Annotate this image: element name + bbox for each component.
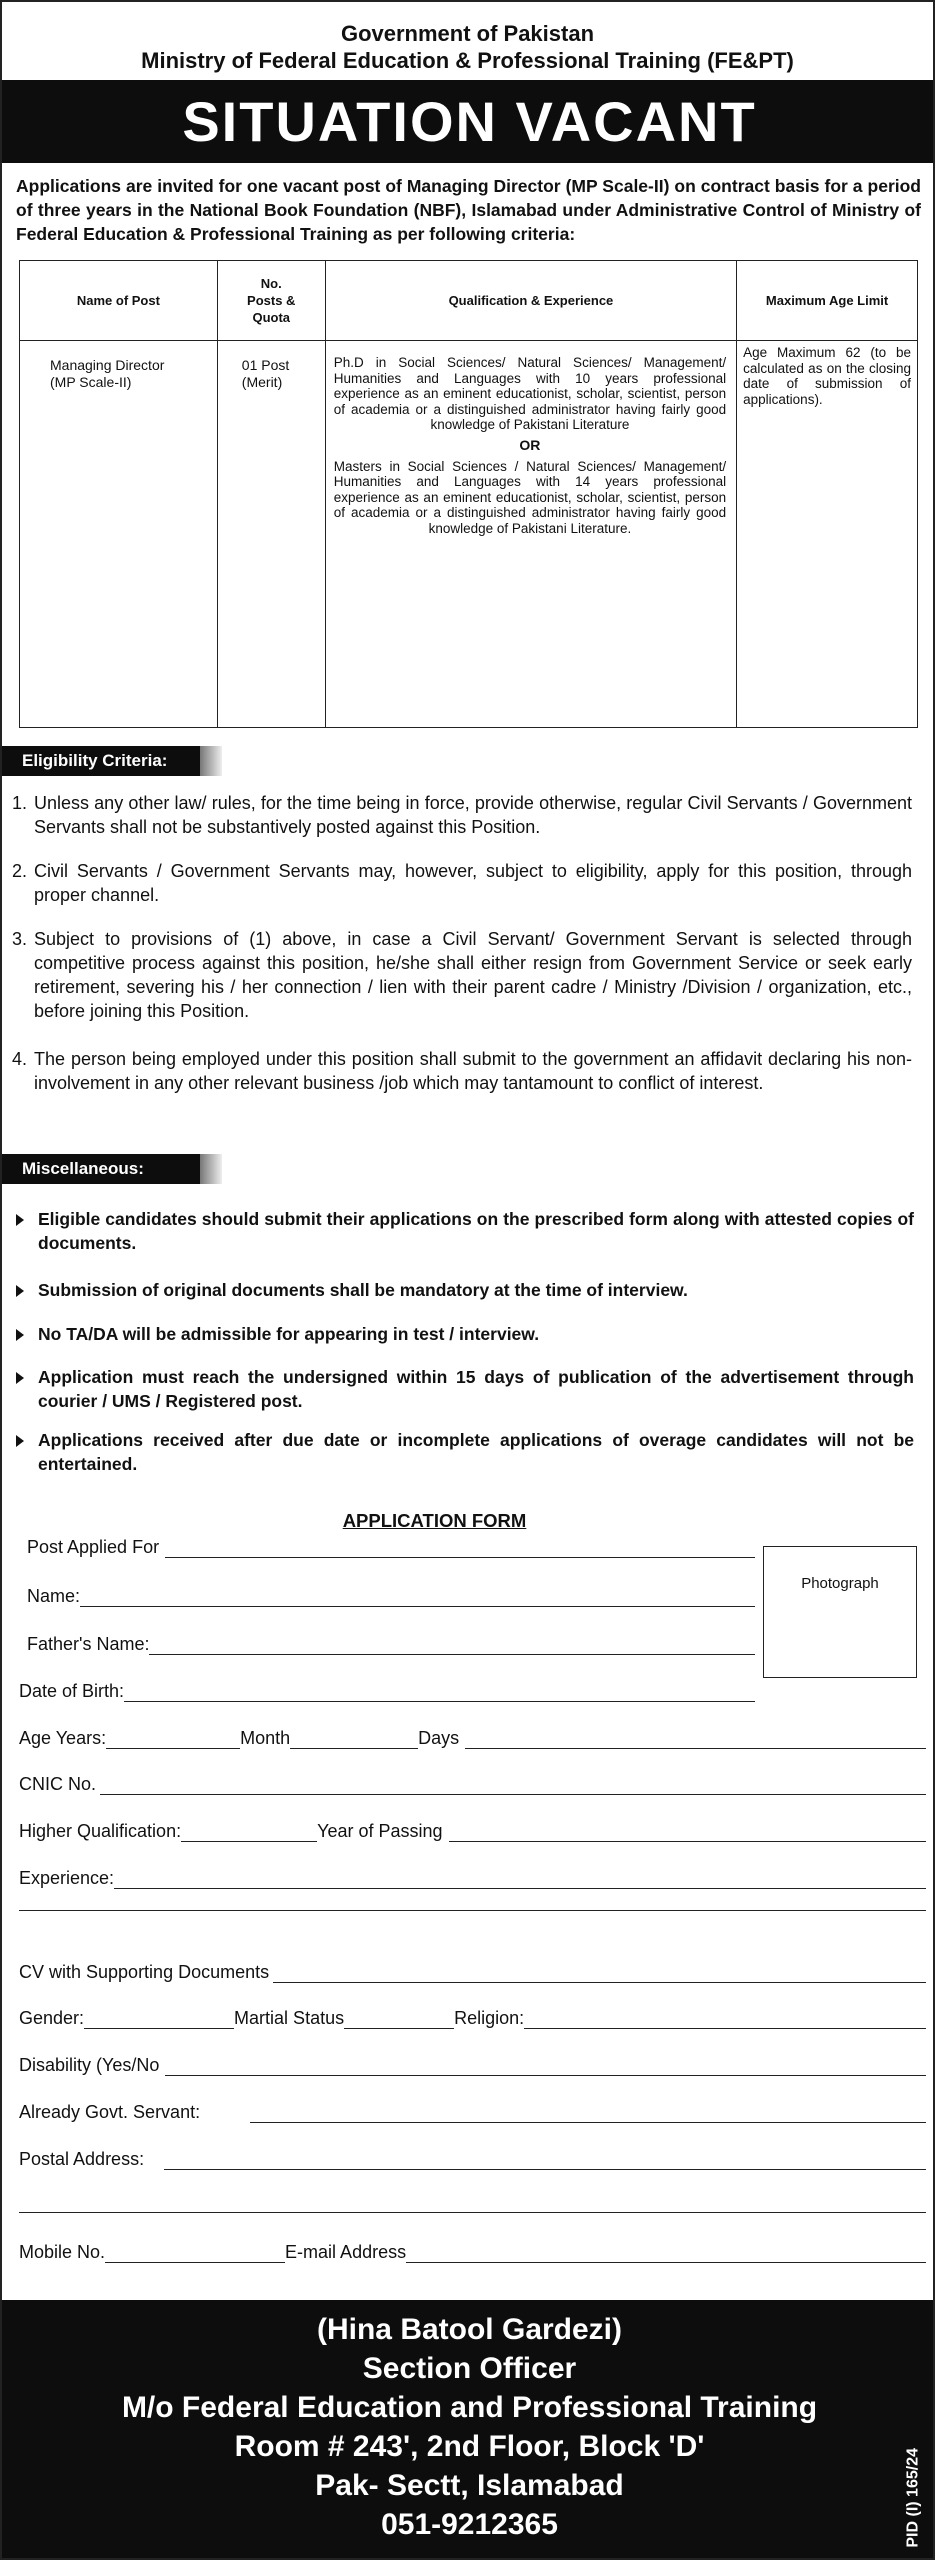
misc-title: Miscellaneous: xyxy=(22,1159,144,1178)
cv-line[interactable] xyxy=(273,1965,926,1983)
govt-servant-field[interactable] xyxy=(19,2099,926,2123)
govt-servant-line[interactable] xyxy=(250,2105,926,2123)
marital-status-line[interactable] xyxy=(344,2011,454,2029)
header-posts-quota xyxy=(217,261,325,341)
post-applied-line[interactable] xyxy=(165,1540,755,1558)
cv-field[interactable] xyxy=(19,1959,926,1983)
disability-line[interactable] xyxy=(165,2058,926,2076)
gender-row[interactable] xyxy=(19,2005,926,2029)
header-posts-line1: No. xyxy=(260,276,282,291)
religion-line[interactable] xyxy=(524,2011,926,2029)
item-number: 1. xyxy=(12,793,28,813)
qualification-or: OR xyxy=(519,436,541,453)
header xyxy=(2,2,933,74)
table-row xyxy=(20,341,918,728)
office-room: Room # 243', 2nd Floor, Block 'D' xyxy=(234,2430,705,2463)
postal-address-field[interactable] xyxy=(19,2146,926,2170)
gender-line[interactable] xyxy=(84,2011,234,2029)
father-name-field[interactable] xyxy=(27,1631,755,1655)
qualification-field[interactable] xyxy=(19,1818,926,1842)
item-text: Subject to provisions of (1) above, in case a Civil Servant/ Government Servant is selected through competitive process against this position, he/she shall either resign from Government Service or seek early retirement, severing his / her connection / lien with their parent cadre / Ministry /Division / organization, etc., before joining this Position. xyxy=(34,929,912,1021)
bullet-triangle-icon xyxy=(16,1214,24,1226)
bullet-triangle-icon xyxy=(16,1372,24,1384)
header-name-of-post: Name of Post xyxy=(20,261,218,341)
experience-label: Experience: xyxy=(19,1868,115,1888)
post-applied-field[interactable] xyxy=(27,1534,755,1558)
officer-designation: Section Officer xyxy=(362,2352,577,2385)
item-number: 4. xyxy=(12,1049,28,1069)
religion-label: Religion: xyxy=(454,2008,525,2028)
name-label: Name: xyxy=(27,1586,81,1606)
intro-paragraph: Applications are invited for one vacant post of Managing Director (MP Scale-II) on contract basis for a period of three years in the National Book Foundation (NBF), Islamabad under Administrative Control of Ministry of Federal Education & Professional Training as per following criteria: xyxy=(16,176,921,244)
month-line[interactable] xyxy=(290,1731,418,1749)
tag-gradient xyxy=(200,1154,222,1184)
quota-line2: (Merit) xyxy=(241,374,283,390)
contact-row[interactable] xyxy=(19,2239,926,2263)
age-years-line[interactable] xyxy=(106,1731,240,1749)
post-applied-label: Post Applied For xyxy=(27,1537,160,1557)
marital-status-label: Martial Status xyxy=(234,2008,345,2028)
cnic-label: CNIC No. xyxy=(19,1774,97,1794)
misc-item-1 xyxy=(16,1207,914,1255)
item-text: Applications received after due date or incomplete applications of overage candidates will not be entertained. xyxy=(38,1430,914,1474)
officer-name: (Hina Batool Gardezi) xyxy=(316,2313,623,2346)
name-line[interactable] xyxy=(80,1589,755,1607)
age-field[interactable] xyxy=(19,1725,926,1749)
qualification-phd: Ph.D in Social Sciences/ Natural Sciences/ Management/ Humanities and Languages with 10 years professional experience as an eminent educationist, scholar, scientist, person of academia or a distinguished administrator having fairly good knowledge of Pakistani Literature xyxy=(333,355,727,433)
eligibility-item-2 xyxy=(12,859,912,907)
eligibility-item-3 xyxy=(12,927,912,1023)
name-field[interactable] xyxy=(27,1583,755,1607)
days-label: Days xyxy=(418,1728,460,1748)
govt-servant-label: Already Govt. Servant: xyxy=(19,2102,201,2122)
misc-item-4 xyxy=(16,1365,914,1413)
email-label: E-mail Address xyxy=(285,2242,407,2262)
cell-age-limit: Age Maximum 62 (to be calculated as on the closing date of submission of applications). xyxy=(737,341,918,728)
item-number: 2. xyxy=(12,861,28,881)
dob-label: Date of Birth: xyxy=(19,1681,125,1701)
bullet-triangle-icon xyxy=(16,1435,24,1447)
office-phone: 051-9212365 xyxy=(381,2508,558,2541)
experience-extra-line[interactable] xyxy=(19,1910,926,1911)
misc-item-3 xyxy=(16,1322,914,1346)
photograph-label: Photograph xyxy=(801,1575,879,1592)
item-text: No TA/DA will be admissible for appearing in test / interview. xyxy=(38,1324,540,1344)
cell-qualification xyxy=(325,341,736,728)
post-criteria-table xyxy=(19,260,918,728)
office-ministry: M/o Federal Education and Professional Training xyxy=(121,2391,818,2424)
father-name-label: Father's Name: xyxy=(27,1634,150,1654)
post-name-line2: (MP Scale-II) xyxy=(50,374,132,390)
header-qualification: Qualification & Experience xyxy=(325,261,736,341)
item-number: 3. xyxy=(12,929,28,949)
qualification-masters: Masters in Social Sciences / Natural Sciences/ Management/ Humanities and Languages with 14 years professional experience as an eminent educationist, scholar, scientist, person of academia or a distinguished administrator having fairly good knowledge of Pakistani Literature. xyxy=(333,458,727,536)
item-text: Eligible candidates should submit their applications on the prescribed form along with attested copies of documents. xyxy=(38,1209,914,1253)
cell-post-quota xyxy=(217,341,325,728)
higher-qualification-label: Higher Qualification: xyxy=(19,1821,182,1841)
footer-contact-block xyxy=(2,2300,935,2560)
quota-line1: 01 Post xyxy=(241,357,290,373)
dob-field[interactable] xyxy=(19,1678,755,1702)
month-label: Month xyxy=(240,1728,291,1748)
days-line[interactable] xyxy=(465,1731,926,1749)
disability-label: Disability (Yes/No xyxy=(19,2055,160,2075)
situation-vacant-banner: SITUATION VACANT xyxy=(2,80,935,163)
header-age-limit: Maximum Age Limit xyxy=(737,261,918,341)
postal-address-label: Postal Address: xyxy=(19,2149,145,2169)
header-posts-line2: Posts & xyxy=(247,293,296,308)
postal-address-extra-line[interactable] xyxy=(19,2212,926,2213)
gender-label: Gender: xyxy=(19,2008,85,2028)
eligibility-item-1 xyxy=(12,791,912,839)
misc-item-5 xyxy=(16,1428,914,1476)
postal-address-line[interactable] xyxy=(164,2152,926,2170)
header-posts-line3: Quota xyxy=(252,310,291,325)
dob-line[interactable] xyxy=(124,1684,755,1702)
bullet-triangle-icon xyxy=(16,1329,24,1341)
pid-number: PID (I) 165/24 xyxy=(905,2448,922,2548)
photograph-box xyxy=(763,1546,917,1678)
eligibility-section-tag xyxy=(2,746,220,776)
higher-qualification-line[interactable] xyxy=(181,1824,317,1842)
table-header-row xyxy=(20,261,918,341)
office-location: Pak- Sectt, Islamabad xyxy=(315,2469,624,2502)
year-passing-label: Year of Passing xyxy=(317,1821,443,1841)
email-line[interactable] xyxy=(406,2245,926,2263)
eligibility-item-4 xyxy=(12,1047,912,1095)
item-text: Unless any other law/ rules, for the time being in force, provide otherwise, regular Civil Servants / Government Servants shall not be substantively posted against this Position. xyxy=(34,793,912,837)
cnic-line[interactable] xyxy=(100,1777,926,1795)
misc-item-2 xyxy=(16,1278,914,1302)
experience-line[interactable] xyxy=(114,1871,926,1889)
disability-field[interactable] xyxy=(19,2052,926,2076)
bullet-triangle-icon xyxy=(16,1285,24,1297)
post-name-line1: Managing Director xyxy=(50,357,165,373)
item-text: The person being employed under this position shall submit to the government an affidavit declaring his non-involvement in any other relevant business /job which may tantamount to conflict of interest. xyxy=(34,1049,912,1093)
eligibility-title: Eligibility Criteria: xyxy=(22,751,168,770)
year-passing-line[interactable] xyxy=(449,1824,926,1842)
mobile-label: Mobile No. xyxy=(19,2242,106,2262)
item-text: Application must reach the undersigned within 15 days of publication of the advertisement through courier / UMS / Registered post. xyxy=(38,1367,914,1411)
experience-field[interactable] xyxy=(19,1865,926,1889)
cv-label: CV with Supporting Documents xyxy=(19,1962,270,1982)
cnic-field[interactable] xyxy=(19,1771,926,1795)
misc-section-tag xyxy=(2,1154,220,1184)
item-text: Civil Servants / Government Servants may, however, subject to eligibility, apply for this position, through proper channel. xyxy=(34,861,912,905)
item-text: Submission of original documents shall be mandatory at the time of interview. xyxy=(38,1280,688,1300)
tag-gradient xyxy=(200,746,222,776)
mobile-line[interactable] xyxy=(105,2245,285,2263)
cell-post-name xyxy=(20,341,218,728)
government-title: Government of Pakistan xyxy=(340,21,595,46)
father-name-line[interactable] xyxy=(149,1637,755,1655)
age-years-label: Age Years: xyxy=(19,1728,107,1748)
ministry-title: Ministry of Federal Education & Professional Training (FE&PT) xyxy=(141,48,794,73)
application-form-title: APPLICATION FORM xyxy=(342,1510,527,1531)
